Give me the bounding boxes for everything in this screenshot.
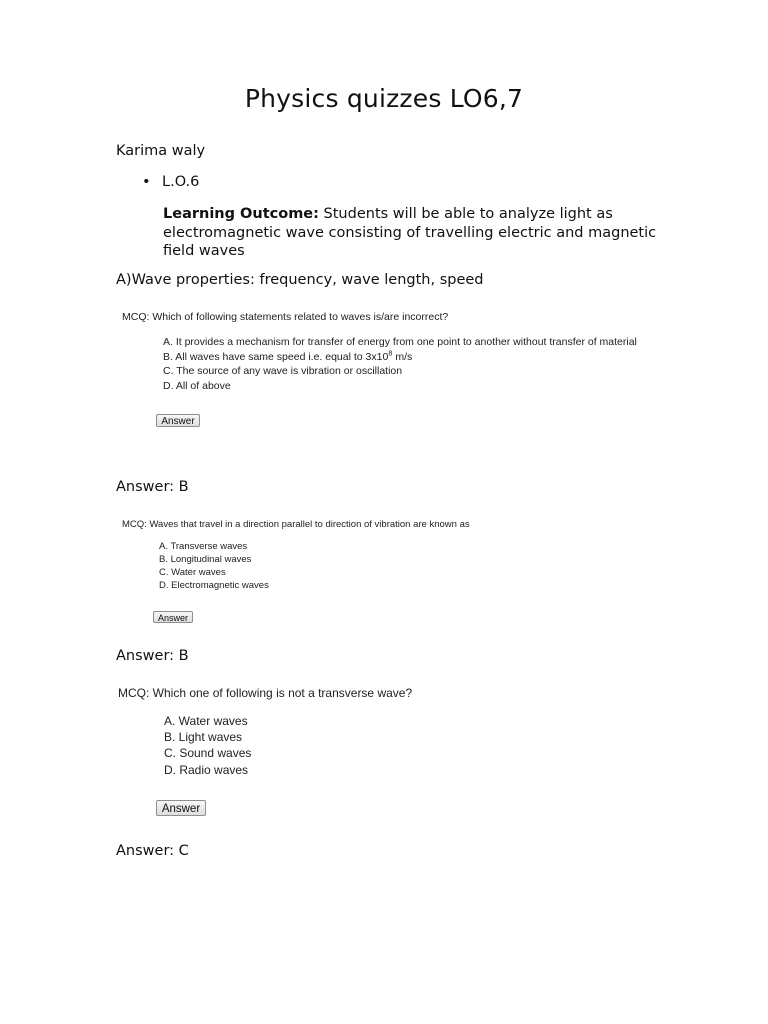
- page-title: Physics quizzes LO6,7: [244, 84, 524, 113]
- mcq-1: [122, 311, 637, 427]
- mcq-option: D. Electromagnetic waves: [159, 580, 269, 591]
- mcq-question: MCQ: Which of following statements related to waves is/are incorrect?: [122, 311, 449, 323]
- mcq-option: D. All of above: [163, 379, 231, 392]
- answer-button[interactable]: Answer: [156, 414, 200, 427]
- mcq-option: B. Light waves: [164, 730, 243, 745]
- answer-button[interactable]: Answer: [156, 800, 206, 816]
- answer-text: Answer: B: [116, 648, 189, 664]
- mcq-question: MCQ: Waves that travel in a direction parallel to direction of vibration are known as: [122, 519, 470, 530]
- mcq-options: [164, 713, 412, 778]
- mcq-options: [159, 540, 470, 592]
- mcq-options: [163, 335, 637, 393]
- mcq-option: [163, 350, 637, 365]
- exponent: 8: [388, 348, 393, 357]
- bullet-item: [142, 174, 199, 190]
- bullet-dot-icon: •: [142, 174, 151, 190]
- mcq-question: MCQ: Which one of following is not a transverse wave?: [118, 686, 413, 700]
- mcq-option: B. Longitudinal waves: [159, 554, 252, 565]
- bullet-label: L.O.6: [162, 174, 200, 190]
- mcq-option-text: B. All waves have same speed i.e. equal to 3x10: [163, 350, 389, 363]
- mcq-option: A. Water waves: [164, 714, 248, 728]
- answer-text: Answer: C: [116, 843, 189, 859]
- mcq-3: [118, 686, 413, 815]
- section-heading: A)Wave properties: frequency, wave length, speed: [116, 272, 484, 288]
- answer-text: Answer: B: [116, 479, 189, 495]
- author-name: Karima waly: [116, 143, 206, 159]
- learning-outcome: [163, 205, 663, 261]
- mcq-option: C. Sound waves: [164, 746, 252, 761]
- learning-outcome-text: Students will be able to analyze light as electromagnetic wave consisting of travelling electric and magnetic field waves: [163, 206, 657, 259]
- learning-outcome-label: Learning Outcome:: [163, 206, 319, 222]
- unit: m/s: [392, 350, 413, 363]
- mcq-option: D. Radio waves: [164, 762, 249, 777]
- mcq-option: A. Transverse waves: [159, 541, 248, 552]
- mcq-2: [122, 519, 470, 623]
- answer-button[interactable]: Answer: [153, 611, 193, 623]
- mcq-option: A. It provides a mechanism for transfer of energy from one point to another without transfer of material: [163, 336, 637, 348]
- mcq-option: C. The source of any wave is vibration or oscillation: [163, 365, 403, 377]
- mcq-option: C. Water waves: [159, 567, 226, 578]
